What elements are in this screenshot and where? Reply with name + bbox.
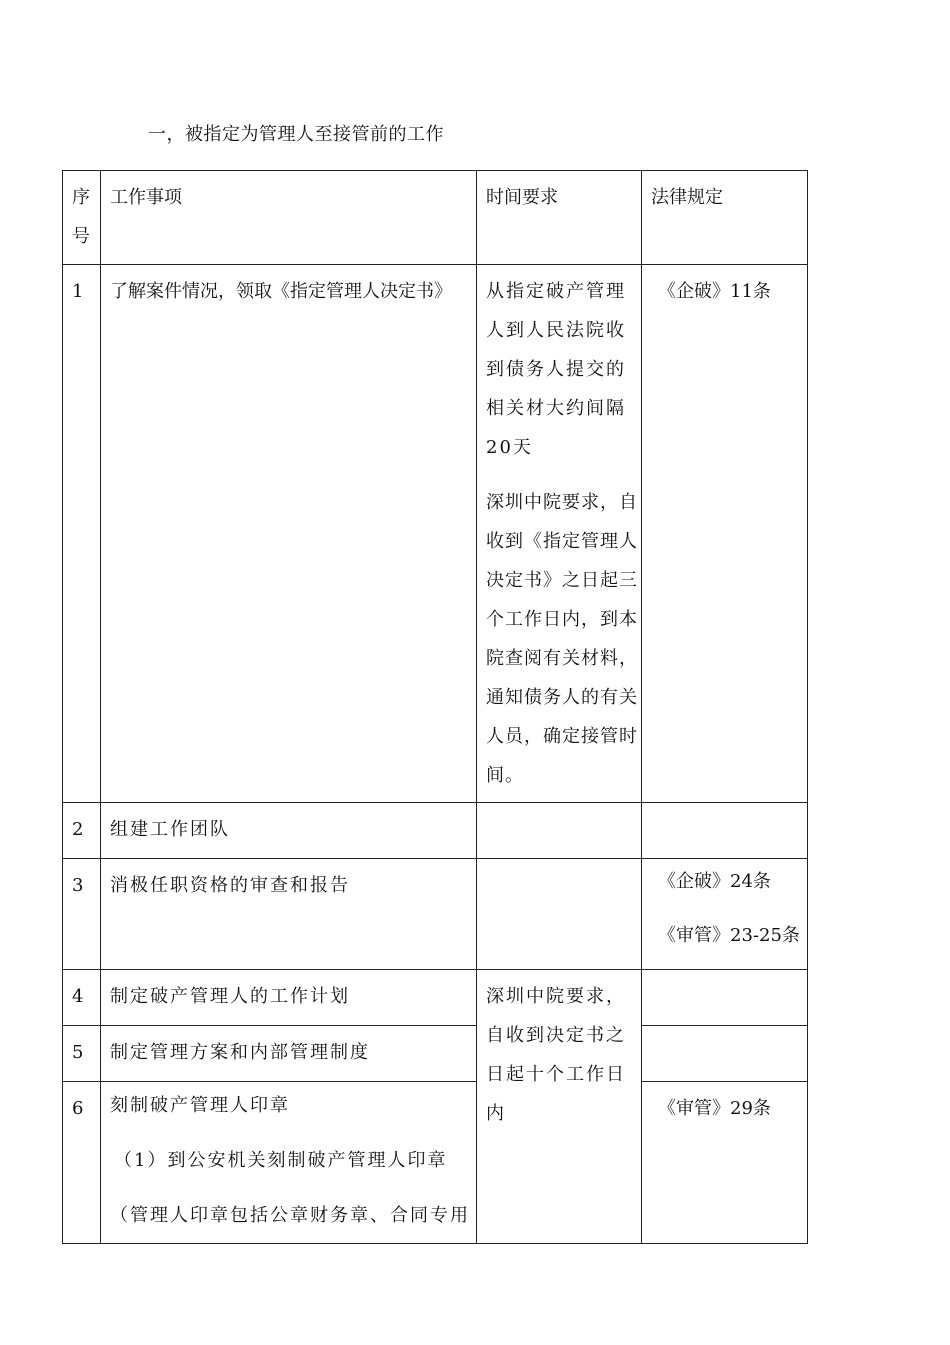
row-time-text-2: 深圳中院要求，自收到《指定管理人决定书》之日起三个工作日内，到本院查阅有关材料，通知债务人的有关人员，确定接管时间。 xyxy=(486,492,638,786)
row-6-law xyxy=(642,1082,808,1244)
row-1-task xyxy=(101,265,477,803)
header-index-label: 序号 xyxy=(72,187,90,247)
table-row xyxy=(63,265,808,803)
row-5-index xyxy=(63,1026,101,1082)
row-index-text: 3 xyxy=(72,875,84,896)
row-task-text: 制定破产管理人的工作计划 xyxy=(110,986,350,1007)
row-index-text: 4 xyxy=(72,986,84,1007)
table-row xyxy=(63,970,808,1026)
table-row xyxy=(63,1082,808,1244)
row-index-text: 1 xyxy=(72,281,84,302)
row-task-text: 刻制破产管理人印章 xyxy=(110,1095,290,1116)
row-subtask-2: （管理人印章包括公章财务章、合同专用 xyxy=(110,1205,470,1226)
row-4-task xyxy=(101,970,477,1026)
row-3-index xyxy=(63,859,101,970)
row-2-task xyxy=(101,803,477,859)
shared-time-text: 深圳中院要求，自收到决定书之日起十个工作日内 xyxy=(486,986,626,1124)
table-header-row xyxy=(63,171,808,265)
row-5-law xyxy=(642,1026,808,1082)
row-4-index xyxy=(63,970,101,1026)
row-law-text-2: 《审管》23-25条 xyxy=(658,925,800,946)
table-row xyxy=(63,859,808,970)
row-2-index xyxy=(63,803,101,859)
rows-4-6-time xyxy=(477,970,642,1244)
header-task xyxy=(101,171,477,265)
row-1-index xyxy=(63,265,101,803)
row-3-law xyxy=(642,859,808,970)
section-heading: 一，被指定为管理人至接管前的工作 xyxy=(148,124,444,145)
row-law-text: 《审管》29条 xyxy=(658,1098,771,1119)
row-time-text-1: 从指定破产管理人到人民法院收到债务人提交的相关材大约间隔20天 xyxy=(486,281,626,458)
row-4-law xyxy=(642,970,808,1026)
row-1-time xyxy=(477,265,642,803)
table-row xyxy=(63,1026,808,1082)
table-row xyxy=(63,803,808,859)
row-index-text: 2 xyxy=(72,819,84,840)
row-subtask-1: （1）到公安机关刻制破产管理人印章 xyxy=(114,1150,448,1171)
row-3-task xyxy=(101,859,477,970)
row-law-text-1: 《企破》24条 xyxy=(658,871,771,892)
row-3-time xyxy=(477,859,642,970)
header-law-label: 法律规定 xyxy=(651,187,723,208)
row-6-index xyxy=(63,1082,101,1244)
row-2-law xyxy=(642,803,808,859)
header-time-label: 时间要求 xyxy=(486,187,558,208)
row-task-text: 消极任职资格的审查和报告 xyxy=(110,875,350,896)
row-5-task xyxy=(101,1026,477,1082)
row-index-text: 6 xyxy=(72,1098,84,1119)
header-law xyxy=(642,171,808,265)
header-task-label: 工作事项 xyxy=(110,187,182,208)
row-index-text: 5 xyxy=(72,1042,84,1063)
row-task-text: 制定管理方案和内部管理制度 xyxy=(110,1042,370,1063)
work-table xyxy=(62,170,808,1244)
row-2-time xyxy=(477,803,642,859)
row-1-law xyxy=(642,265,808,803)
row-task-text: 了解案件情况，领取《指定管理人决定书》 xyxy=(110,281,452,302)
row-task-text: 组建工作团队 xyxy=(110,819,230,840)
header-time xyxy=(477,171,642,265)
row-6-task xyxy=(101,1082,477,1244)
header-index xyxy=(63,171,101,265)
row-law-text: 《企破》11条 xyxy=(658,281,771,302)
